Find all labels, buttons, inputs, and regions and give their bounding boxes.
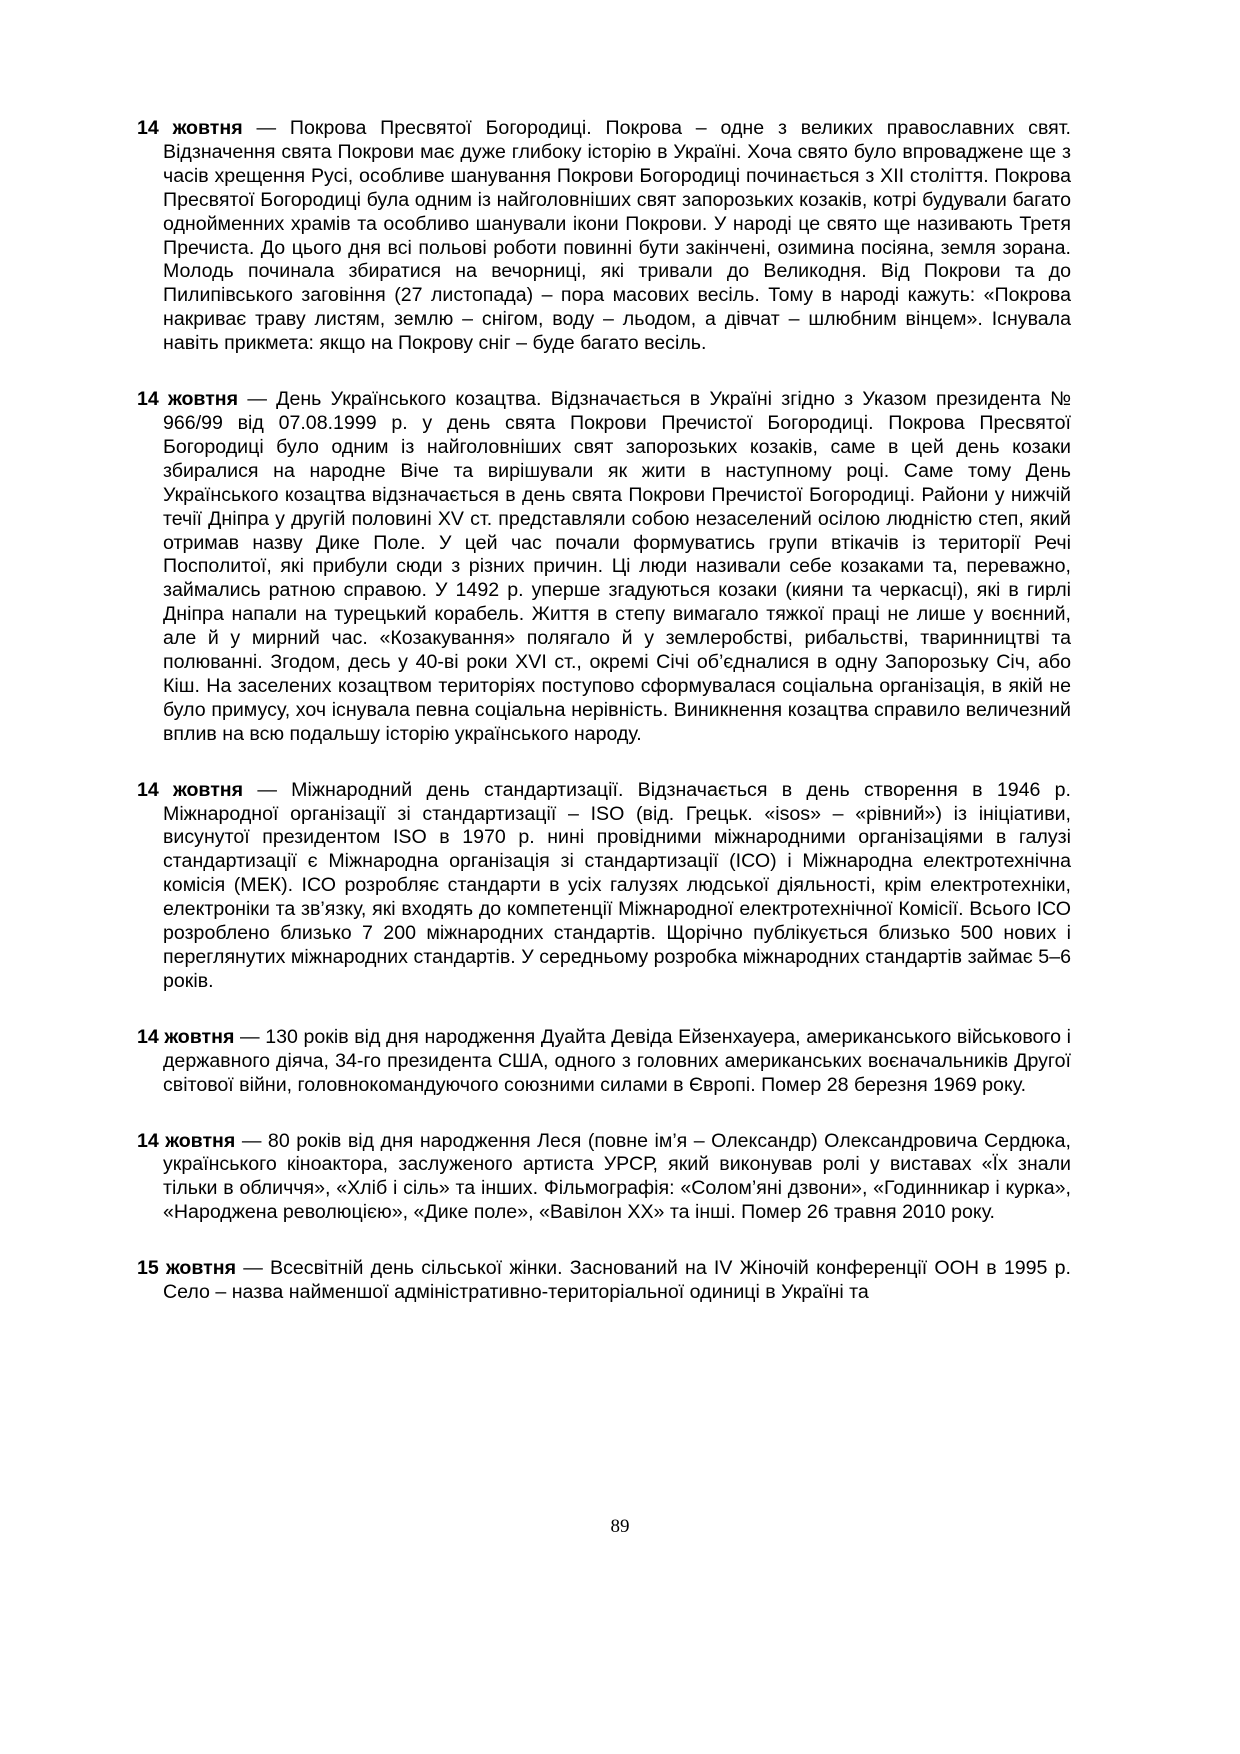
entry-text: — Всесвітній день сільської жінки. Заснований на IV Жіночій конференції ООН в 1995 р. Село – назва найменшої адміністративно-територіальної одиниці в Україні та <box>163 1257 1071 1304</box>
entry-date: 14 жовтня <box>137 1025 235 1048</box>
calendar-entry-serdiuk <box>137 1130 1071 1226</box>
calendar-entry-rural-women-day <box>137 1257 1071 1305</box>
calendar-entry-eisenhower <box>137 1026 1071 1098</box>
entry-text: — День Українського козацтва. Відзначається в Україні згідно з Указом президента № 966/99 від 07.08.1999 р. у день свята Покрови Пречистої Богородиці. Покрова Пресвятої Богородиці було одним із найголовніших свят запорозьких козаків, саме в цей день козаки збиралися на народне Віче та вирішували як жити в наступному році. Саме тому День Українського козацтва відзначається в день свята Покрови Пречистої Богородиці. Райони у нижчій течії Дніпра у другій половині XV ст. представляли собою незаселений осілою людністю степ, який отримав назву Дике Поле. У цей час почали формуватись групи втікачів із території Речі Посполитої, які прибули сюди з різних причин. Ці люди називали себе козаками та, переважно, займались ратною справою. У 1492 р. уперше згадуються козаки (кияни та черкасці), які в гирлі Дніпра напали на турецький корабель. Життя в степу вимагало тяжкої праці не лише у воєнний, але й у мирний час. «Козакування» полягало й у землеробстві, рибальстві, тваринництві та полюванні. Згодом, десь у 40-ві роки XVI ст., окремі Січі об’єдналися в одну Запорозьку Січ, або Кіш. На заселених козацтвом територіях поступово сформувалася соціальна організація, в якій не було примусу, хоч існувала певна соціальна нерівність. Виникнення козацтва справило величезний вплив на всю подальшу історію українського народу. <box>163 388 1071 745</box>
entry-date: 14 жовтня <box>137 388 239 411</box>
entry-text: — 130 років від дня народження Дуайта Девіда Ейзенхауера, американського військового і державного діяча, 34-го президента США, одного з головних американських воєначальників Другої світової війни, головнокомандуючого союзними силами в Європі. Помер 28 березня 1969 року. <box>163 1025 1071 1096</box>
page-number: 89 <box>610 1516 630 1537</box>
entry-date: 14 жовтня <box>137 117 243 139</box>
page-content <box>137 117 1071 1337</box>
calendar-entry-pokrova <box>137 117 1071 356</box>
entry-text: — Міжнародний день стандартизації. Відзначається в день створення в 1946 р. Міжнародної організації зі стандартизації – ISO (від. Грецьк. «isos» – «рівний») із ініціативи, висунутої президентом ISO в 1970 р. нині провідними міжнародними організаціями в галузі стандартизації є Міжнародна організація зі стандартизації (ІСО) і Міжнародна електротехнічна комісія (МЕК). ІСО розробляє стандарти в усіх галузях людської діяльності, крім електротехніки, електроніки та зв’язку, які входять до компетенції Міжнародної електротехнічної Комісії. Всього ІСО розроблено близько 7 200 міжнародних стандартів. Щорічно публікується близько 500 нових і переглянутих міжнародних стандартів. У середньому розробка міжнародних стандартів займає 5–6 років. <box>163 778 1071 992</box>
entry-date: 14 жовтня <box>137 1129 236 1152</box>
entry-date: 14 жовтня <box>137 778 244 801</box>
calendar-entry-standards-day <box>137 779 1071 994</box>
entry-text: — 80 років від дня народження Леся (повне ім’я – Олександр) Олександровича Сердюка, українського кіноактора, заслуженого артиста УРСР, який виконував ролі у виставах «Їх знали тільки в обличчя», «Хліб і сіль» та інших. Фільмографія: «Солом’яні дзвони», «Годинникар і курка», «Народжена революцією», «Дике поле», «Вавілон XX» та інші. Помер 26 травня 2010 року. <box>163 1129 1071 1224</box>
entry-text: — Покрова Пресвятої Богородиці. Покрова – одне з великих православних свят. Відзначення свята Покрови має дуже глибоку історію в Україні. Хоча свято було впроваджене ще з часів хрещення Русі, особливе шанування Покрови Богородиці починається з XII століття. Покрова Пресвятої Богородиці була одним із найголовніших свят запорозьких козаків, котрі будували багато однойменних храмів та особливо шанували ікони Покрови. У народі це свято ще називають Третя Пречиста. До цього дня всі польові роботи повинні бути закінчені, озимина посіяна, земля зорана. Молодь починала збиратися на вечорниці, які тривали до Великодня. Від Покрови та до Пилипівського заговіння (27 листопада) – пора масових весіль. Тому в народі кажуть: «Покрова накриває траву листям, землю – снігом, воду – льодом, а дівчат – шлюбним вінцем». Існувала навіть прикмета: якщо на Покрову сніг – буде багато весіль. <box>163 117 1072 355</box>
entry-date: 15 жовтня <box>137 1257 237 1280</box>
calendar-entry-cossack-day <box>137 388 1071 747</box>
